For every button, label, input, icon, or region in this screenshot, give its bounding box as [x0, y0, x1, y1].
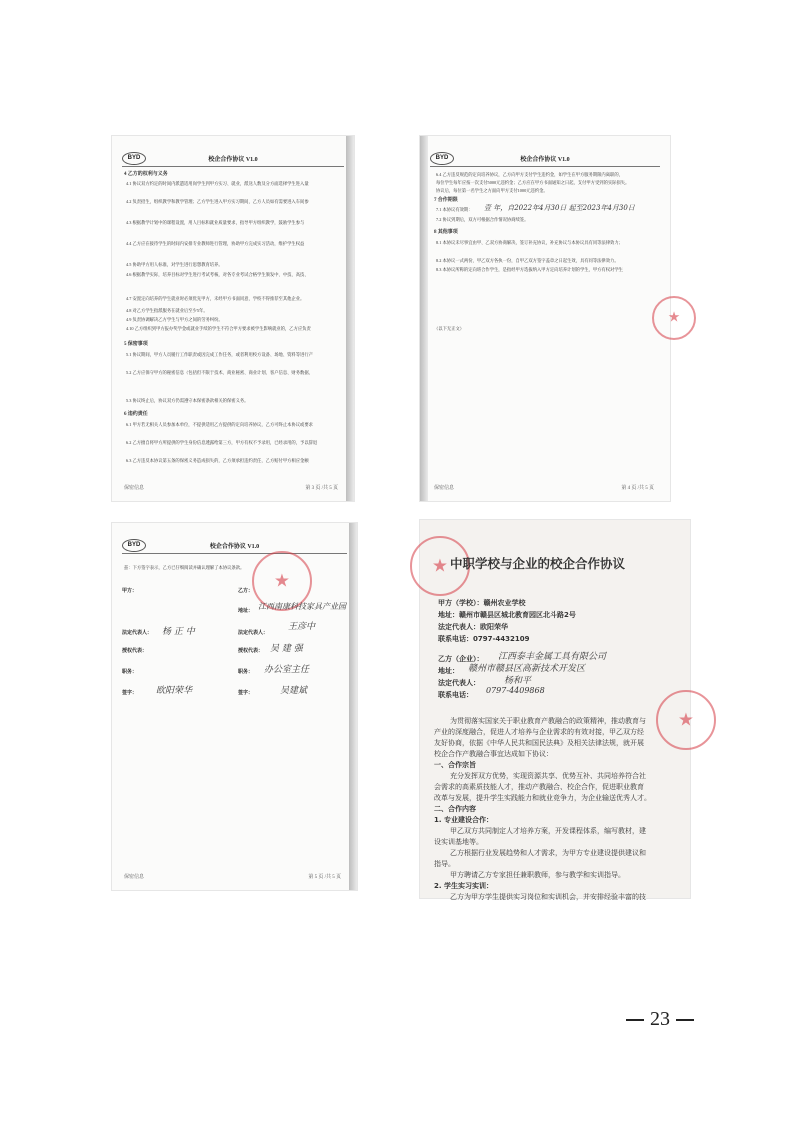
clause: 5.2 乙方应保守甲方的秘密信息（包括但不限于技术、商业秘密、商业计划、客户信息、财务数据、	[126, 370, 313, 375]
legal-rep-label: 法定代表人：	[238, 631, 269, 636]
clause: 7.1 本协议有效期：	[436, 207, 473, 212]
header-title: 校企合作协议 V1.0	[520, 157, 570, 163]
party-b-label: 乙方：	[238, 589, 254, 594]
sign-b-handwritten: 吴建斌	[280, 686, 308, 696]
page-header	[430, 152, 660, 167]
subsection-title: 2. 学生实习实训：	[434, 882, 493, 890]
preamble-line: 产业的深度融合，促进人才培养与企业需求的有效对接，甲乙双方经	[434, 728, 644, 736]
party-a-label: 甲方：	[122, 589, 138, 594]
page-header	[122, 539, 347, 554]
address-b-line: 地址：	[438, 667, 459, 675]
clause: 4.10 乙方组织到甲方报办奖学金或就业手续的学生不符合甲方要求被学生影响就业的，乙方应负责	[126, 326, 311, 331]
section-title: 4 乙方的权利与义务	[124, 172, 168, 177]
phone-b-line: 联系电话：	[438, 691, 473, 699]
subsection-title: 1. 专业建设合作：	[434, 816, 493, 824]
footer-confidential: 保密信息	[124, 875, 145, 880]
contract-title: 中职学校与企业的校企合作协议	[450, 556, 626, 571]
header-title: 校企合作协议 V1.0	[208, 157, 258, 163]
auth-b-handwritten: 吴 建 强	[270, 644, 303, 654]
clause: 6.4 乙方违反规范的定向培养协议，乙方向甲方支付学生违约金，如学生在甲方服务期限内离职的，	[436, 172, 623, 177]
party-b-handwritten: 江西泰丰金属工具有限公司	[498, 652, 607, 662]
binding-edge	[420, 136, 428, 501]
footer-confidential: 保密信息	[434, 486, 455, 491]
clause: 4.9 负责协调解决乙方学生与甲方之间的劳务纠纷。	[126, 317, 223, 322]
preamble-line: 校企合作产教融合事宜达成如下协议：	[434, 750, 553, 758]
header-title: 校企合作协议 V1.0	[209, 544, 260, 550]
clause: 4.5 协助甲方用人标准，对学生进行思想教育培养。	[126, 262, 223, 267]
clause: 5.3 协议终止后，协议双方仍需遵守本保密条款相关的保密义务。	[126, 398, 249, 403]
signature-intro: 兹：下方签字表示，乙方已仔细阅读并确认理解了本协议条款。	[124, 565, 245, 570]
section-title: 6 违约责任	[124, 412, 148, 417]
scanned-page-5	[112, 523, 357, 890]
clause: 协议后，每位第一名学生之方面向甲方支付1000元违约金。	[436, 188, 548, 193]
section-title: 一、合作宗旨	[434, 761, 476, 769]
clause: 7.2 协议到期后，双方可根据合作情况协商续签。	[436, 217, 529, 222]
scanned-page-3	[112, 136, 354, 501]
clause: 4.4 乙方应在接待学生的时间内安排专业教师进行管理，协助甲方完成实习活动，维护学生权益	[126, 241, 305, 246]
rep-b-handwritten: 杨和平	[504, 676, 532, 686]
binding-edge	[349, 523, 357, 890]
phone-a-line: 联系电话：0797-4432109	[438, 635, 530, 643]
section-title: 8 其他事项	[434, 230, 458, 235]
address-label: 地址：	[238, 609, 254, 614]
dash-left	[626, 1019, 644, 1021]
body-line: 设实训基地等。	[434, 838, 483, 846]
scanned-page-4	[420, 136, 681, 501]
school-seal: ★	[410, 536, 470, 596]
clause: 4.6 根据教学实际，培养目标对学生进行考试考核，对各专业考试合格学生颁发中、中技、高技、	[126, 272, 309, 277]
rep-a-line: 法定代表人：欧阳荣华	[438, 623, 508, 631]
rep-b-line: 法定代表人：	[438, 679, 480, 687]
phone-b-handwritten: 0797-4409868	[486, 686, 545, 695]
address-a-line: 地址：赣州市赣县区城北教育园区北斗路2号	[438, 611, 576, 619]
body-line: 乙方根据行业发展趋势和人才需求，为甲方专业建设提供建议和	[450, 849, 646, 857]
title-label: 职务：	[238, 670, 254, 675]
clause: 5.1 协议期间，甲方人员履行工作职责或因完成工作任务，或者利用校方设备、场地、资料等进行产	[126, 352, 313, 357]
clause: 6.2 乙方擅自将甲方所提供的学生身份信息透露给第三方，甲方有权不予录用，已经录用的，予以辞退	[126, 440, 318, 445]
address-b-handwritten: 赣州市赣县区高新技术开发区	[468, 664, 586, 674]
clause: 8.3 本协议所称的定向班合作学生，是指经甲方选拔纳入甲方定向培养计划的学生，甲方有权对学生	[436, 267, 623, 272]
page-number-value: 23	[650, 1008, 670, 1030]
byd-logo: BYD	[122, 152, 146, 165]
clause: 4.8 对乙方学生指派服务在就业后至少5年。	[126, 308, 208, 313]
sign-label: 签字：	[238, 691, 254, 696]
section-title: 二、合作内容	[434, 805, 476, 813]
preamble-line: 友好协商，依据《中华人民共和国民法典》及相关法律法规，就开展	[434, 739, 644, 747]
clause: 4.7 安置定向培养的学生就业时必须优先甲方，未经甲方书面同意，学校不得推荐至其他企业。	[126, 296, 305, 301]
sign-a-handwritten: 欧阳荣华	[156, 686, 193, 696]
auth-rep-label: 授权代表：	[238, 649, 264, 654]
auth-rep-label: 授权代表：	[122, 649, 148, 654]
clause: 每位学生每年应按一次支付5000元违约金；乙方应在甲方书面通知之日起，支付甲方受到的实际损失。	[436, 180, 630, 185]
section-title: 5 保密事项	[124, 342, 148, 347]
clause: 8.2 本协议一式两份，甲乙双方各执一份，自甲乙双方签字盖章之日起生效，具有同等法律效力。	[436, 258, 619, 263]
byd-logo: BYD	[122, 539, 146, 552]
clause: 6.3 乙方违反本协议第五条的保密义务造成损失的，乙方须承担违约责任，乙方赔付甲方相应金额	[126, 458, 309, 463]
clause: 6.1 甲方若无相关人员参加本单位，不提供适用乙方提供的定向培养协议，乙方可终止本协议或要求	[126, 422, 313, 427]
rep-b-handwritten: 王彦中	[288, 622, 316, 632]
body-line: 甲乙双方共同制定人才培养方案，开发课程体系，编写教材，建	[450, 827, 646, 835]
page-number	[620, 1008, 700, 1031]
footer-page: 第 3 页 /共 5 页	[305, 486, 338, 491]
title-b-handwritten: 办公室主任	[264, 665, 310, 675]
section-title: 7 合作期限	[434, 198, 458, 203]
footer-confidential: 保密信息	[124, 486, 145, 491]
red-seal-partial: ★	[652, 296, 696, 340]
clause: 8.1 本协议未尽事宜由甲、乙双方协商解决，签订补充协议，补充协议与本协议具有同等法律效力；	[436, 240, 623, 245]
binding-edge	[346, 136, 354, 501]
body-line: 会需求的高素质技能人才，推动产教融合、校企合作，促进职业教育	[434, 783, 644, 791]
company-seal: ★	[656, 690, 716, 750]
page-header	[122, 152, 344, 167]
party-b-line: 乙方（企业）：	[438, 655, 484, 663]
rep-a-handwritten: 杨 正 中	[162, 627, 195, 637]
legal-rep-label: 法定代表人：	[122, 631, 153, 636]
clause: 4.3 根据教学计划中的课程设置，用人目标和就业质量要求，指导甲方组织教学，鼓励学生参与	[126, 220, 305, 225]
clause: 4.1 协议双方约定的时间内派遣适用岗学生到甲方实习、就业，派送人数及分方面选择学生进入量	[126, 181, 309, 186]
party-a-line: 甲方（学校）：赣州农业学校	[438, 599, 526, 607]
preamble-line: 为贯彻落实国家关于职业教育产教融合的政策精神，推动教育与	[450, 717, 646, 725]
clause: 4.2 负责招生，组织教学和教学管理；乙方学生进入甲方实习期间，乙方人员如有需要进入车间参	[126, 199, 309, 204]
end-note: （以下无正文）	[434, 326, 465, 331]
school-seal: ★	[252, 551, 312, 611]
handwritten-term: 壹 年，自2022年4月30日 起至2023年4月30日	[484, 204, 635, 212]
photographed-contract-page	[420, 520, 695, 901]
sign-label: 签字：	[122, 691, 138, 696]
byd-logo: BYD	[430, 152, 454, 165]
body-line: 乙方为甲方学生提供实习岗位和实训机会，并安排经验丰富的技	[450, 893, 646, 901]
body-line: 改革与发展，提升学生实践能力和就业竞争力，为企业输送优秀人才。	[434, 794, 651, 802]
footer-page: 第 4 页 /共 5 页	[621, 486, 654, 491]
footer-page: 第 5 页 /共 5 页	[308, 875, 341, 880]
title-label: 职务：	[122, 670, 138, 675]
body-line: 甲方聘请乙方专家担任兼职教师，参与教学和实训指导。	[450, 871, 625, 879]
body-line: 充分发挥双方优势，实现资源共享、优势互补、共同培养符合社	[450, 772, 646, 780]
body-line: 指导。	[434, 860, 455, 868]
dash-right	[676, 1019, 694, 1021]
party-b-handwritten: 江西南康科技家具产业园	[258, 602, 346, 611]
